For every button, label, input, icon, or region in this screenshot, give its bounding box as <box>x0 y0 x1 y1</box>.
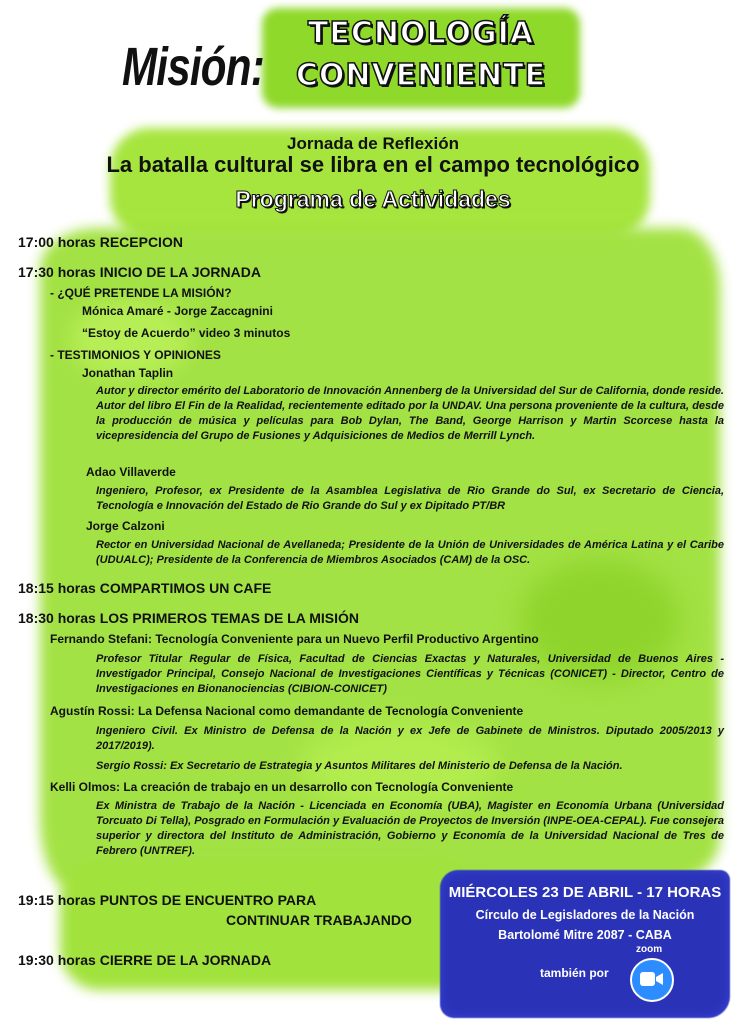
section-testimonios: - TESTIMONIOS Y OPINIONES <box>50 348 221 362</box>
bio-rossi: Ingeniero Civil. Ex Ministro de Defensa de la Nación y ex Jefe de Gabinete de Ministros. Diputado 2005/2013 y 2017/2019). <box>96 725 724 752</box>
program-heading: Programa de Actividades <box>235 186 511 212</box>
event-tagline: La batalla cultural se libra en el campo tecnológico <box>106 152 640 177</box>
schedule-1730: 17:30 horas INICIO DE LA JORNADA <box>18 264 261 280</box>
schedule-1930: 19:30 horas CIERRE DE LA JORNADA <box>18 952 272 968</box>
speaker-taplin: Jonathan Taplin <box>82 366 174 380</box>
bio-taplin: Autor y director emérito del Laboratorio de Innovación Annenberg de la Universidad del Sur de California, donde reside. Autor del libro El Fin de la Realidad, recientemente editado por la UNDAV. Una persona proveniente de la cultura, desde la producción de música y películas para Bob Dylan, The Band, George Harrison y Martin Scorcese hasta la vicepresidencia del Grupo de Fusiones y Adquisiciones de Medios de Merrill Lynch. <box>96 385 724 442</box>
topic-olmos: Kelli Olmos: La creación de trabajo en un desarrollo con Tecnología Conveniente <box>50 780 514 794</box>
topic-stefani: Fernando Stefani: Tecnología Conveniente para un Nuevo Perfil Productivo Argentino <box>50 632 539 646</box>
bio-stefani: Profesor Titular Regular de Física, Facultad de Ciencias Exactas y Naturales, Universidad de Buenos Aires - Investigador Principal, Consejo Nacional de Investigaciones Científicas y Técnicas (CONICET) - Director, Centro de Investigaciones en Bionanociencias (CIBION-CONICET) <box>96 653 724 695</box>
speaker-calzoni: Jorge Calzoni <box>86 519 165 533</box>
schedule-1830: 18:30 horas LOS PRIMEROS TEMAS DE LA MISIÓN <box>18 610 359 626</box>
event-venue: Círculo de Legisladores de la Nación <box>475 908 695 922</box>
zoom-label: zoom <box>636 944 663 955</box>
title-line-2: CONVENIENTE <box>295 58 547 93</box>
bio-olmos: Ex Ministra de Trabajo de la Nación - Licenciada en Economía (UBA), Magister en Economía Urbana (Universidad Torcuato Di Tella), Posgrado en Formulación y Evaluación de Proyectos de Inversión (INPE-OEA-CEPAL). Fue consejera superior y directora del Instituto de Administración, Gobierno y Economía de la Universidad Nacional de Tres de Febrero (UNTREF). <box>96 800 724 857</box>
speaker-amare-zaccagnini: Mónica Amaré - Jorge Zaccagnini <box>82 304 273 318</box>
schedule-1700: 17:00 horas RECEPCION <box>18 234 183 250</box>
mision-label: Misión: <box>122 37 264 97</box>
video-camera-icon <box>630 958 674 1002</box>
bio-sergio-rossi: Sergio Rossi: Ex Secretario de Estrategia y Asuntos Militares del Ministerio de Defensa de la Nación. <box>96 760 623 772</box>
schedule-1915: 19:15 horas PUNTOS DE ENCUENTRO PARA <box>18 892 317 908</box>
event-date: MIÉRCOLES 23 DE ABRIL - 17 HORAS <box>448 884 722 901</box>
speaker-villaverde: Adao Villaverde <box>86 465 176 479</box>
event-address: Bartolomé Mitre 2087 - CABA <box>498 928 672 942</box>
also-via-label: también por <box>540 966 609 980</box>
event-subtitle: Jornada de Reflexión <box>287 134 459 153</box>
topic-rossi: Agustín Rossi: La Defensa Nacional como demandante de Tecnología Conveniente <box>50 704 524 718</box>
bio-villaverde: Ingeniero, Profesor, ex Presidente de la Asamblea Legislativa de Rio Grande do Sul, ex Secretario de Ciencia, Tecnología e Innovación del Estado de Rio Grande do Sul y ex Dipitado PT/BR <box>96 485 724 512</box>
section-que-pretende: - ¿QUÉ PRETENDE LA MISIÓN? <box>50 286 232 300</box>
schedule-1915-continued: CONTINUAR TRABAJANDO <box>226 912 412 928</box>
video-item: “Estoy de Acuerdo” video 3 minutos <box>82 326 291 340</box>
title-line-1: TECNOLOGÍA <box>307 16 535 51</box>
bio-calzoni: Rector en Universidad Nacional de Avellaneda; Presidente de la Unión de Universidades de América Latina y el Caribe (UDUALC); Presidente de la Conferencia de Miembros Asociados (CAM) de la OSC. <box>96 539 724 566</box>
schedule-1815: 18:15 horas COMPARTIMOS UN CAFE <box>18 580 272 596</box>
